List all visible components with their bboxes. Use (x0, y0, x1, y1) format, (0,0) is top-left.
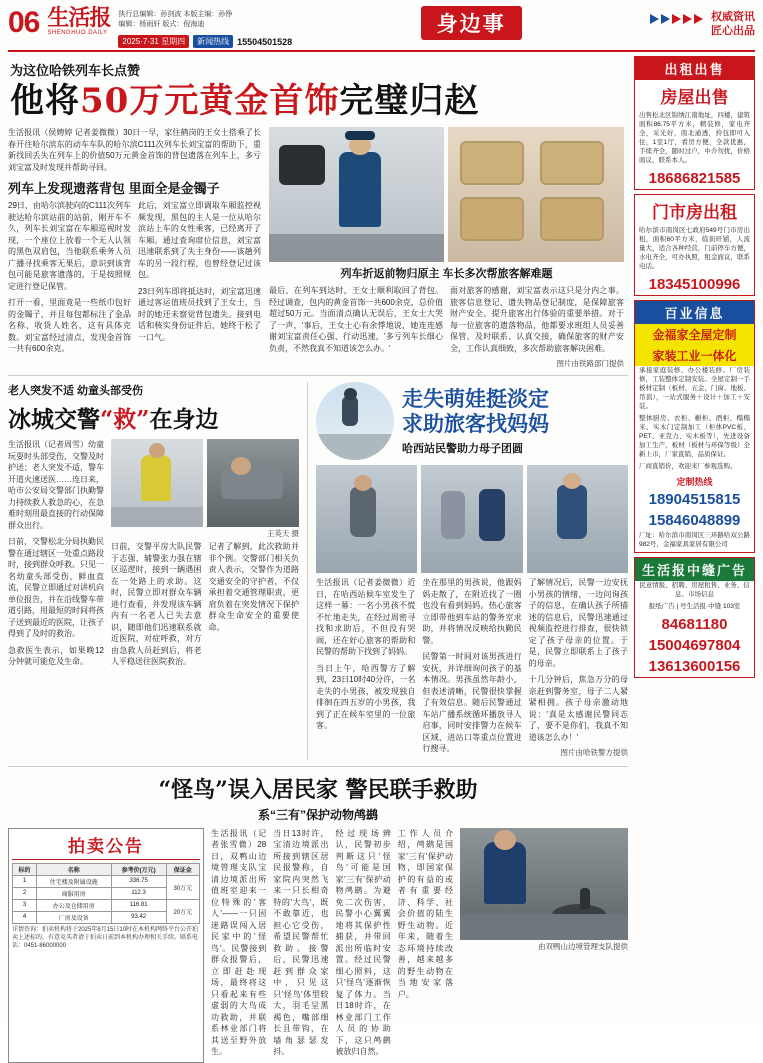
hotline-label: 新闻热线 (193, 35, 233, 48)
lost-child-circle-photo (316, 382, 394, 460)
lead-paragraph: 面对旅客的感谢，刘宝富表示这只是分内之事。旅客信息登记、遗失物品登记制度，是保障旅客财产安全、提升旅客出行体验的重要举措。对于每一位旅客的遗落物品，他都要求班组人员妥善保管、及时联系、认真交接，确保旅客的财产安全，工作认真细致，多次帮助旅客解决困难。 (450, 286, 624, 353)
table-row (13, 899, 200, 911)
story-traffic-police (8, 382, 308, 760)
ad-phone[interactable]: 18686821585 (648, 170, 741, 187)
hotline-number: 15504501528 (237, 36, 293, 47)
lead-kicker: 为这位哈铁列车长点赞 (10, 63, 141, 78)
cell: 2 (13, 887, 37, 899)
ad-classified-service[interactable] (634, 557, 755, 678)
cell: 厂房及设备 (36, 911, 111, 923)
column-header: 保证金 (166, 863, 199, 875)
auction-table (12, 863, 200, 924)
cell: 3 (13, 899, 37, 911)
cell: 93.42 (111, 911, 166, 923)
mid-right-paragraph: 当日上午，哈西警方了解到，23日10时40分许，一名走失的小男孩，被发现独自徘徊在四五岁的小男孩，我到了正在候车室里的一位旅客。 (316, 663, 416, 730)
bottom-subhead: 系“三有”保护动物鸬鹚 (257, 807, 378, 822)
mid-section (8, 382, 628, 767)
ad-header: 出租出售 (635, 57, 754, 80)
masthead (8, 6, 755, 52)
ad-phone[interactable]: 18345100996 (648, 276, 741, 293)
mid-left-paragraph: 日前，交警平房大队民警于志强、辅警张力强在辖区巡逻时，接到一辆遇困在一处路上的求助。这时，民警立即对群众车辆进行查看，并发现该车辆内有一名老人已失去意识，随即他们迅速联系就近医院，对症呼救，对方由急救人员赶到后，将老人平稳送往医院救治。 (111, 542, 202, 666)
mid-left-photo-credit: 王英天 摄 (266, 529, 299, 538)
auction-notice (8, 828, 204, 1063)
cell: 116.81 (111, 899, 166, 911)
ad-title-line-2: 家装工业一体化 (635, 345, 754, 366)
auction-title: 拍卖公告 (12, 832, 200, 860)
story-lost-child (316, 382, 628, 760)
mid-left-paragraph: 生活报讯（记者周雪）幼童玩耍时头部受伤，交警及时护送；老人突发不适，警车开道火速送医……连日来，哈市公安局交警部门执勤警力持续救人救急的心，在急难时刻用最直接的行动保障群众出行。 (8, 440, 104, 530)
ad-sub-1: 民意情报、招聘、房屋租售、业务、信息、市场信息 (639, 582, 750, 598)
paper-name: 生活报 (47, 5, 111, 31)
ad-phone-1[interactable]: 84681180 (661, 616, 728, 633)
mid-right-headline-line2: 求助旅客找妈妈 (402, 411, 549, 436)
headline-part-2: 完璧归赵 (339, 81, 480, 121)
story-cormorant (8, 773, 628, 1063)
ad-rent-sale[interactable] (634, 56, 755, 190)
table-header-row (13, 863, 200, 875)
lead-photo-credit: 图片由铁路部门提供 (556, 359, 624, 368)
ad-body-text: 出售松北区锦绣江南地址，四楼，建筑面积86.75平方米，精装修，家电齐全，采光好，南北通透，拎包即可入住，1室1厅，看房方便，全款优惠，手续齐全，随时过户，中介勿扰，价格面议，联系本人。 (639, 112, 750, 164)
credit-line-1: 执行总编辑：孙剑波 本版主编：孙铮 (118, 11, 233, 18)
slogan-line-1: 权威资讯 (711, 11, 755, 23)
bottom-paragraph: 生活报讯（记者张雪微）28日，双鸭山边境管理支队宝清边境派出所值班室迎来一位特殊的'客人'——一只因迷路误闯入居民家中的'怪鸟'。民警接到群众报警后，立即赶赴现场，最终将这只看起来有些虚弱的大鸟成功救助，并联系林业部门将其送至野外放生。 (211, 828, 267, 1056)
headline-highlight: 50万元黄金首饰 (80, 81, 340, 121)
lead-paragraph: 生活报讯（侯娉婷 记者姜微微）30日一早，家住鹤岗的王女士搭乘了长春开往哈尔滨东的动车车队的哈尔滨C111次列车长刘宝富的帮助下，重新找回丢失在列车上的价值50万元黄金首饰的背包遗落在列车上，多亏刘宝富及时发现并帮助寻回。 (8, 128, 261, 172)
cell: 1 (13, 875, 37, 887)
bottom-paragraph: 当日13时许，宝清边境派出所接到辖区居民报警称，自家院内突然飞来一只长相奇特的'大鸟'，既不敢靠近，也担心它受伤，希望民警帮忙救助。接警后，民警迅速赶到群众家中，只见这只'怪鸟'体型较大，羽毛呈黑褐色，嘴部细长且带钩，在墙角瑟瑟发抖。 (273, 828, 329, 1056)
paper-logo (47, 6, 110, 36)
mid-left-kicker: 老人突发不适 幼童头部受伤 (8, 385, 144, 397)
ad-body-text: 承接家庭装修、办公楼装修、厂房装修，工装整体定制安装。全屋定制一手板材定制（板材、五金、门窗、地板、吊顶），一站式服务＋设计＋加工＋安装。 (639, 367, 750, 410)
lead-photo-gold (448, 127, 624, 262)
ad-header: 生活报中缝广告 (635, 558, 754, 581)
headline-part-1: 冰城交警 (8, 406, 100, 433)
mid-right-photo-credit: 图片由哈铁警方提供 (560, 748, 628, 757)
ad-phone-3[interactable]: 13613600156 (648, 658, 741, 675)
ad-body-text: 哈尔滨市南岗区七政府549号门市房出租，面积60平方米，临街旺铺，人流量大，适合各种经营，门前停车方便，水电齐全，可办执照，租金面议，联系电话。 (639, 227, 750, 270)
mid-left-photo-2 (207, 439, 299, 527)
bottom-paragraph: 经过现场辨认，民警初步判断这只'怪鸟'可能是国家'三有'保护动物鸬鹚。为避免二次伤害，民警小心翼翼地将其保护性捕获，并带回派出所临时安置。经过民警细心照料，这只'怪鸟'逐渐恢复了体力。当日18时许，在林业部门工作人员的协助下，这只鸬鹚被放归自然。 (335, 828, 391, 1056)
classified-ad-rail (634, 56, 755, 1018)
ad-sub-2: 报纸广告 | 号生活报·中缝 103室 (648, 603, 741, 610)
lead-subhead: 列车上发现遗落背包 里面全是金镯子 (8, 181, 220, 196)
paper-pinyin: SHENGHUO DAILY (47, 30, 108, 36)
section-title: 身边事 (421, 6, 522, 40)
ad-address: 厂址：哈尔滨市南岗区三环路哈双公路982号，金福家具家居有限公司 (639, 532, 750, 548)
auction-note: 详情咨询：拍卖机构将于2025年8月15日10时在本机构网络平台公开拍卖上述标的，有意竞买者请于拍卖日前到本机构办理相关手续。联系电话：0451-86000000 (12, 926, 199, 949)
mid-right-paragraph: 生活报讯（记者姜微微）近日，在哈西站候车室发生了这样一幕：一名小男孩不慌不忙地走失，在经过周密寻找和求助后，不但没有哭闹，还在好心旅客的帮助和民警的帮助下找到了妈妈。 (316, 578, 416, 656)
cell: 办公及仓储用房 (36, 899, 111, 911)
cell: 336.75 (111, 875, 166, 887)
column-header: 名称 (36, 863, 111, 875)
mid-left-paragraph: 记者了解到，此次救助并非个例。交警部门相关负责人表示，交警作为道路交通安全的守护者，不仅承担着交通管理职责，更肩负着在突发情况下保护群众生命安全的重要使命。 (208, 542, 299, 632)
lead-story (8, 60, 628, 376)
cell: 住宅楼及附属设施 (36, 875, 111, 887)
arrow-icon (683, 14, 692, 24)
date-badge: 2025·7·31 星期四 (118, 35, 189, 48)
cell: 30万元 (166, 875, 199, 899)
ad-phone-2[interactable]: 15004697804 (648, 637, 741, 654)
mid-right-photo-3 (527, 465, 628, 573)
cell: 20万元 (166, 899, 199, 923)
credits (118, 6, 292, 30)
arrow-icon (650, 14, 659, 24)
mid-right-paragraph: 了解情况后，民警一边安抚小男孩的情绪，一边问询孩子的信息，在确认孩子所描述的信息后，民警迅速通过视频监控进行排查，很快锁定了孩子母亲的位置。于是，民警立即联系上了孩子的母亲。 (528, 578, 628, 668)
lead-paragraph: 23日列车即将抵达时，刘宝富迅速通过客运值班员找到了王女士，当时的她还未察觉背包遗失。接到电话和核实身份证件后，她终于松了一口气。 (138, 286, 261, 342)
mid-right-photo-1 (316, 465, 417, 573)
bottom-headline: “怪鸟”误入居民家 警民联手救助 (158, 776, 478, 803)
ad-title-line-1: 金福家全屋定制 (635, 324, 754, 345)
headline-part-1: 他将 (10, 81, 80, 121)
lead-paragraph: 打开一看，里面竟是一些纸巾包好的金镯子，并且每包都标注了金品名称、收货人姓名，这有具体克数。刘宝富经过清点，发现金首饰一共有600余克。 (8, 298, 131, 353)
column-header: 参考价(万元) (111, 863, 166, 875)
table-row (13, 875, 200, 887)
ad-header: 百业信息 (635, 301, 754, 324)
credit-line-2: 编辑：杨雨轩 版式：倪海迪 (118, 21, 205, 28)
arrow-icon (661, 14, 670, 24)
mid-left-headline (8, 401, 299, 434)
page-content (8, 56, 628, 1056)
lead-photo-caption: 列车折返前物归原主 车长多次帮旅客解难题 (340, 268, 553, 280)
mid-right-subline: 哈西站民警助力母子团圆 (402, 443, 523, 455)
arrow-icon (694, 14, 703, 24)
slogan-line-2: 匠心出品 (711, 25, 755, 37)
mid-right-paragraph: 十几分钟后，焦急万分的母亲赶到警务室，母子二人紧紧相拥。孩子母亲激动地说：'真是太感谢民警同志了，要不是你们，我真不知道该怎么办！' (528, 675, 628, 742)
mid-right-paragraph: 坐在那里的男孩说，他跟妈妈走散了，在附近找了一圈也没有看到妈妈。热心旅客立即带他到车站的警务室求助，并将情况反映给执勤民警。 (422, 578, 522, 645)
bottom-photo-bird-rescue (460, 828, 628, 940)
ad-phone-1[interactable]: 18904515815 (648, 491, 741, 508)
mid-right-photo-2 (421, 465, 522, 573)
bottom-photo-caption: 由双鸭山边境管理支队提供 (538, 941, 628, 951)
ad-title: 门市房出租 (652, 203, 737, 223)
headline-quote: “救” (100, 406, 150, 433)
mid-right-headline-line1: 走失萌娃挺淡定 (402, 386, 549, 411)
cell: 商服用房 (36, 887, 111, 899)
mid-right-paragraph: 民警第一时间对该男孩进行安抚，并详细询问孩子的基本情况。男孩虽然年龄小，但表述清晰，民警很快掌握了有效信息。随后民警通过车站广播系统循环播放寻人启事，同时安排警力在候车区域、进站口等重点位置进行搜寻。 (422, 652, 522, 753)
ad-title: 房屋出售 (660, 88, 729, 108)
ad-body-text-2: 整体厨房、衣柜、橱柜、酒柜、榻榻米、实木门定制加工（柜体PVC板、PET、亚克力、实木板等），先进设备加工生产，板材（板材与环保等级）全新上市，厂家直销，品质保证。 (639, 415, 750, 458)
cell: 112.3 (111, 887, 166, 899)
lead-paragraph: 最后，在列车到达时，王女士顺利取回了背包。经过调查，包内的黄金首饰一共600余克，总价值超过50万元。当面清点确认无误后，王女士大哭了一声，'事后，王女士心有余悸地说，她连连感谢刘宝富责任心强、行动迅速，'多亏列车长细心负责，不然我真不知道该怎么办。' (269, 286, 443, 353)
mid-left-photo-1 (111, 439, 203, 527)
arrow-decoration (650, 14, 703, 24)
lead-paragraph: 29日，由哈尔滨驶向的C111次列车驶达哈尔滨站前的站前，刚开车不久，列车长刘宝富在车厢巡视时发现，一个座位上放着一个无人认领的黑色双肩包，当他联系乘务人员广播寻找乘客无果后，意识到该背包可能是旅客遗落的，于是按照规定进行登记保管。 (8, 201, 131, 291)
arrow-icon (672, 14, 681, 24)
cell: 4 (13, 911, 37, 923)
bottom-paragraph: 工作人员介绍，鸬鹚是国家'三有'保护动物，即国家保护的有益的或者有重要经济、科学、社会价值的陆生野生动物。近年来，随着生态环境持续改善，越来越多的野生动物在当地安家落户。 (397, 828, 453, 999)
ad-business-info[interactable] (634, 300, 755, 553)
column-header: 标的 (13, 863, 37, 875)
lead-headline (10, 81, 628, 121)
ad-body-text-3: 厂商直销价，欢迎来厂参观选购。 (639, 463, 737, 470)
ad-hotline-label: 定制热线 (676, 477, 713, 487)
lead-paragraph: 此后，刘宝富立即调取车厢监控视频发现，黑包的主人是一位从哈尔滨站上车的女性乘客，已经离开了车厢。通过查询席位信息，刘宝富迅速联系到了失主身份——该趟列车的另一段行程，也曾经登记过该包。 (138, 201, 261, 279)
lead-photo-conductor (269, 127, 444, 262)
mid-left-paragraph: 急救医生表示，如果晚12分钟就可能危及生命。 (8, 645, 104, 666)
headline-part-2: 在身边 (149, 406, 219, 433)
dateline (118, 35, 292, 48)
ad-shop-rent[interactable] (634, 194, 755, 296)
ad-phone-2[interactable]: 15846048899 (648, 512, 741, 529)
page-number: 06 (8, 6, 40, 39)
mid-left-paragraph: 日前，交警松北分局执勤民警在通过辖区一处重点路段时，接到群众呼救。只见一名幼童头部受伤，鲜血直流，民警立即通过对讲机向单位报告，并在沿线警车带道引路，用最短的时间将孩子送到最近的医院，让孩子得到了及时的救治。 (8, 537, 104, 638)
